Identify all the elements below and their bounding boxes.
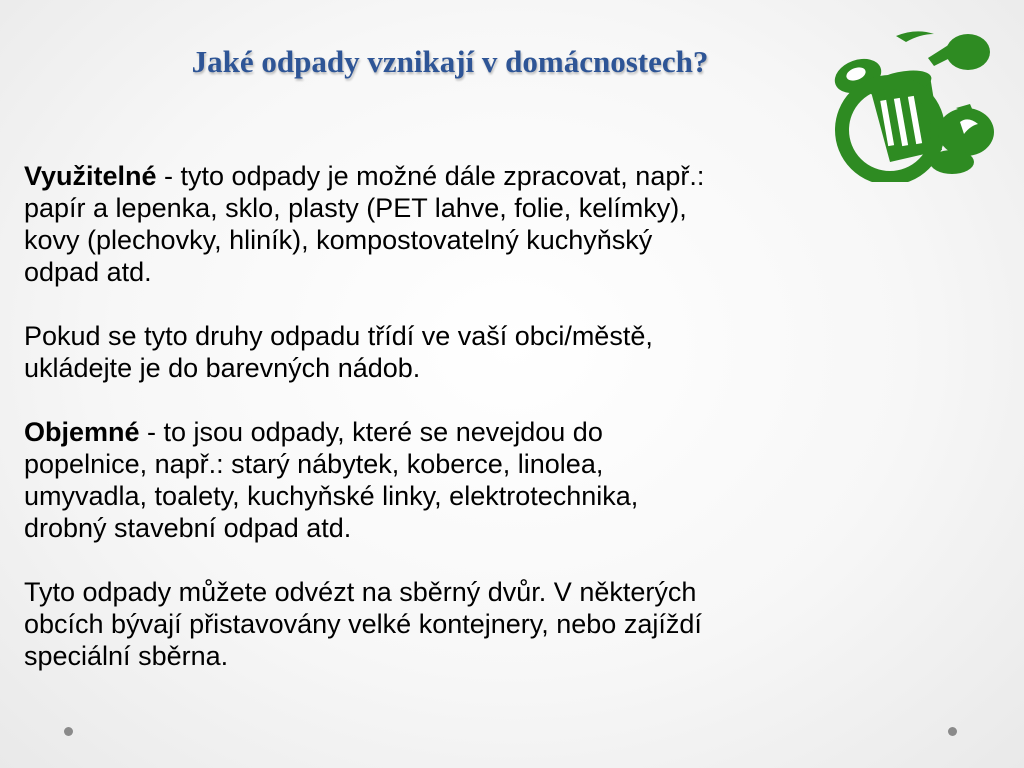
paragraph-usable-waste <box>24 160 904 288</box>
paragraph-collection-yard <box>24 576 904 672</box>
slide-body <box>24 160 904 704</box>
paragraph-text: - to jsou odpady, které se nevejdou do popelnice, např.: starý nábytek, koberce, linolea, umyvadla, toalety, kuchyňské linky, elektrotechnika, drobný stavební odpad atd. <box>24 417 639 543</box>
term-bulky: Objemné <box>24 417 140 447</box>
term-usable: Využitelné <box>24 161 157 191</box>
decorative-dot-right <box>948 727 957 736</box>
recycling-waste-icon <box>828 22 998 182</box>
paragraph-text: Tyto odpady můžete odvézt na sběrný dvůr. V některých obcích bývají přistavovány velké kontejnery, nebo zajíždí speciální sběrna. <box>24 577 702 671</box>
slide-title: Jaké odpady vznikají v domácnostech? <box>191 44 709 79</box>
decorative-dot-left <box>64 727 73 736</box>
paragraph-text: Pokud se tyto druhy odpadu třídí ve vaší obci/městě, ukládejte je do barevných nádob. <box>24 321 653 383</box>
paragraph-sorting-note <box>24 320 904 384</box>
paragraph-text: - tyto odpady je možné dále zpracovat, např.: papír a lepenka, sklo, plasty (PET lahve, folie, kelímky), kovy (plechovky, hliník), kompostovatelný kuchyňský odpad atd. <box>24 161 705 287</box>
paragraph-bulky-waste <box>24 416 904 544</box>
